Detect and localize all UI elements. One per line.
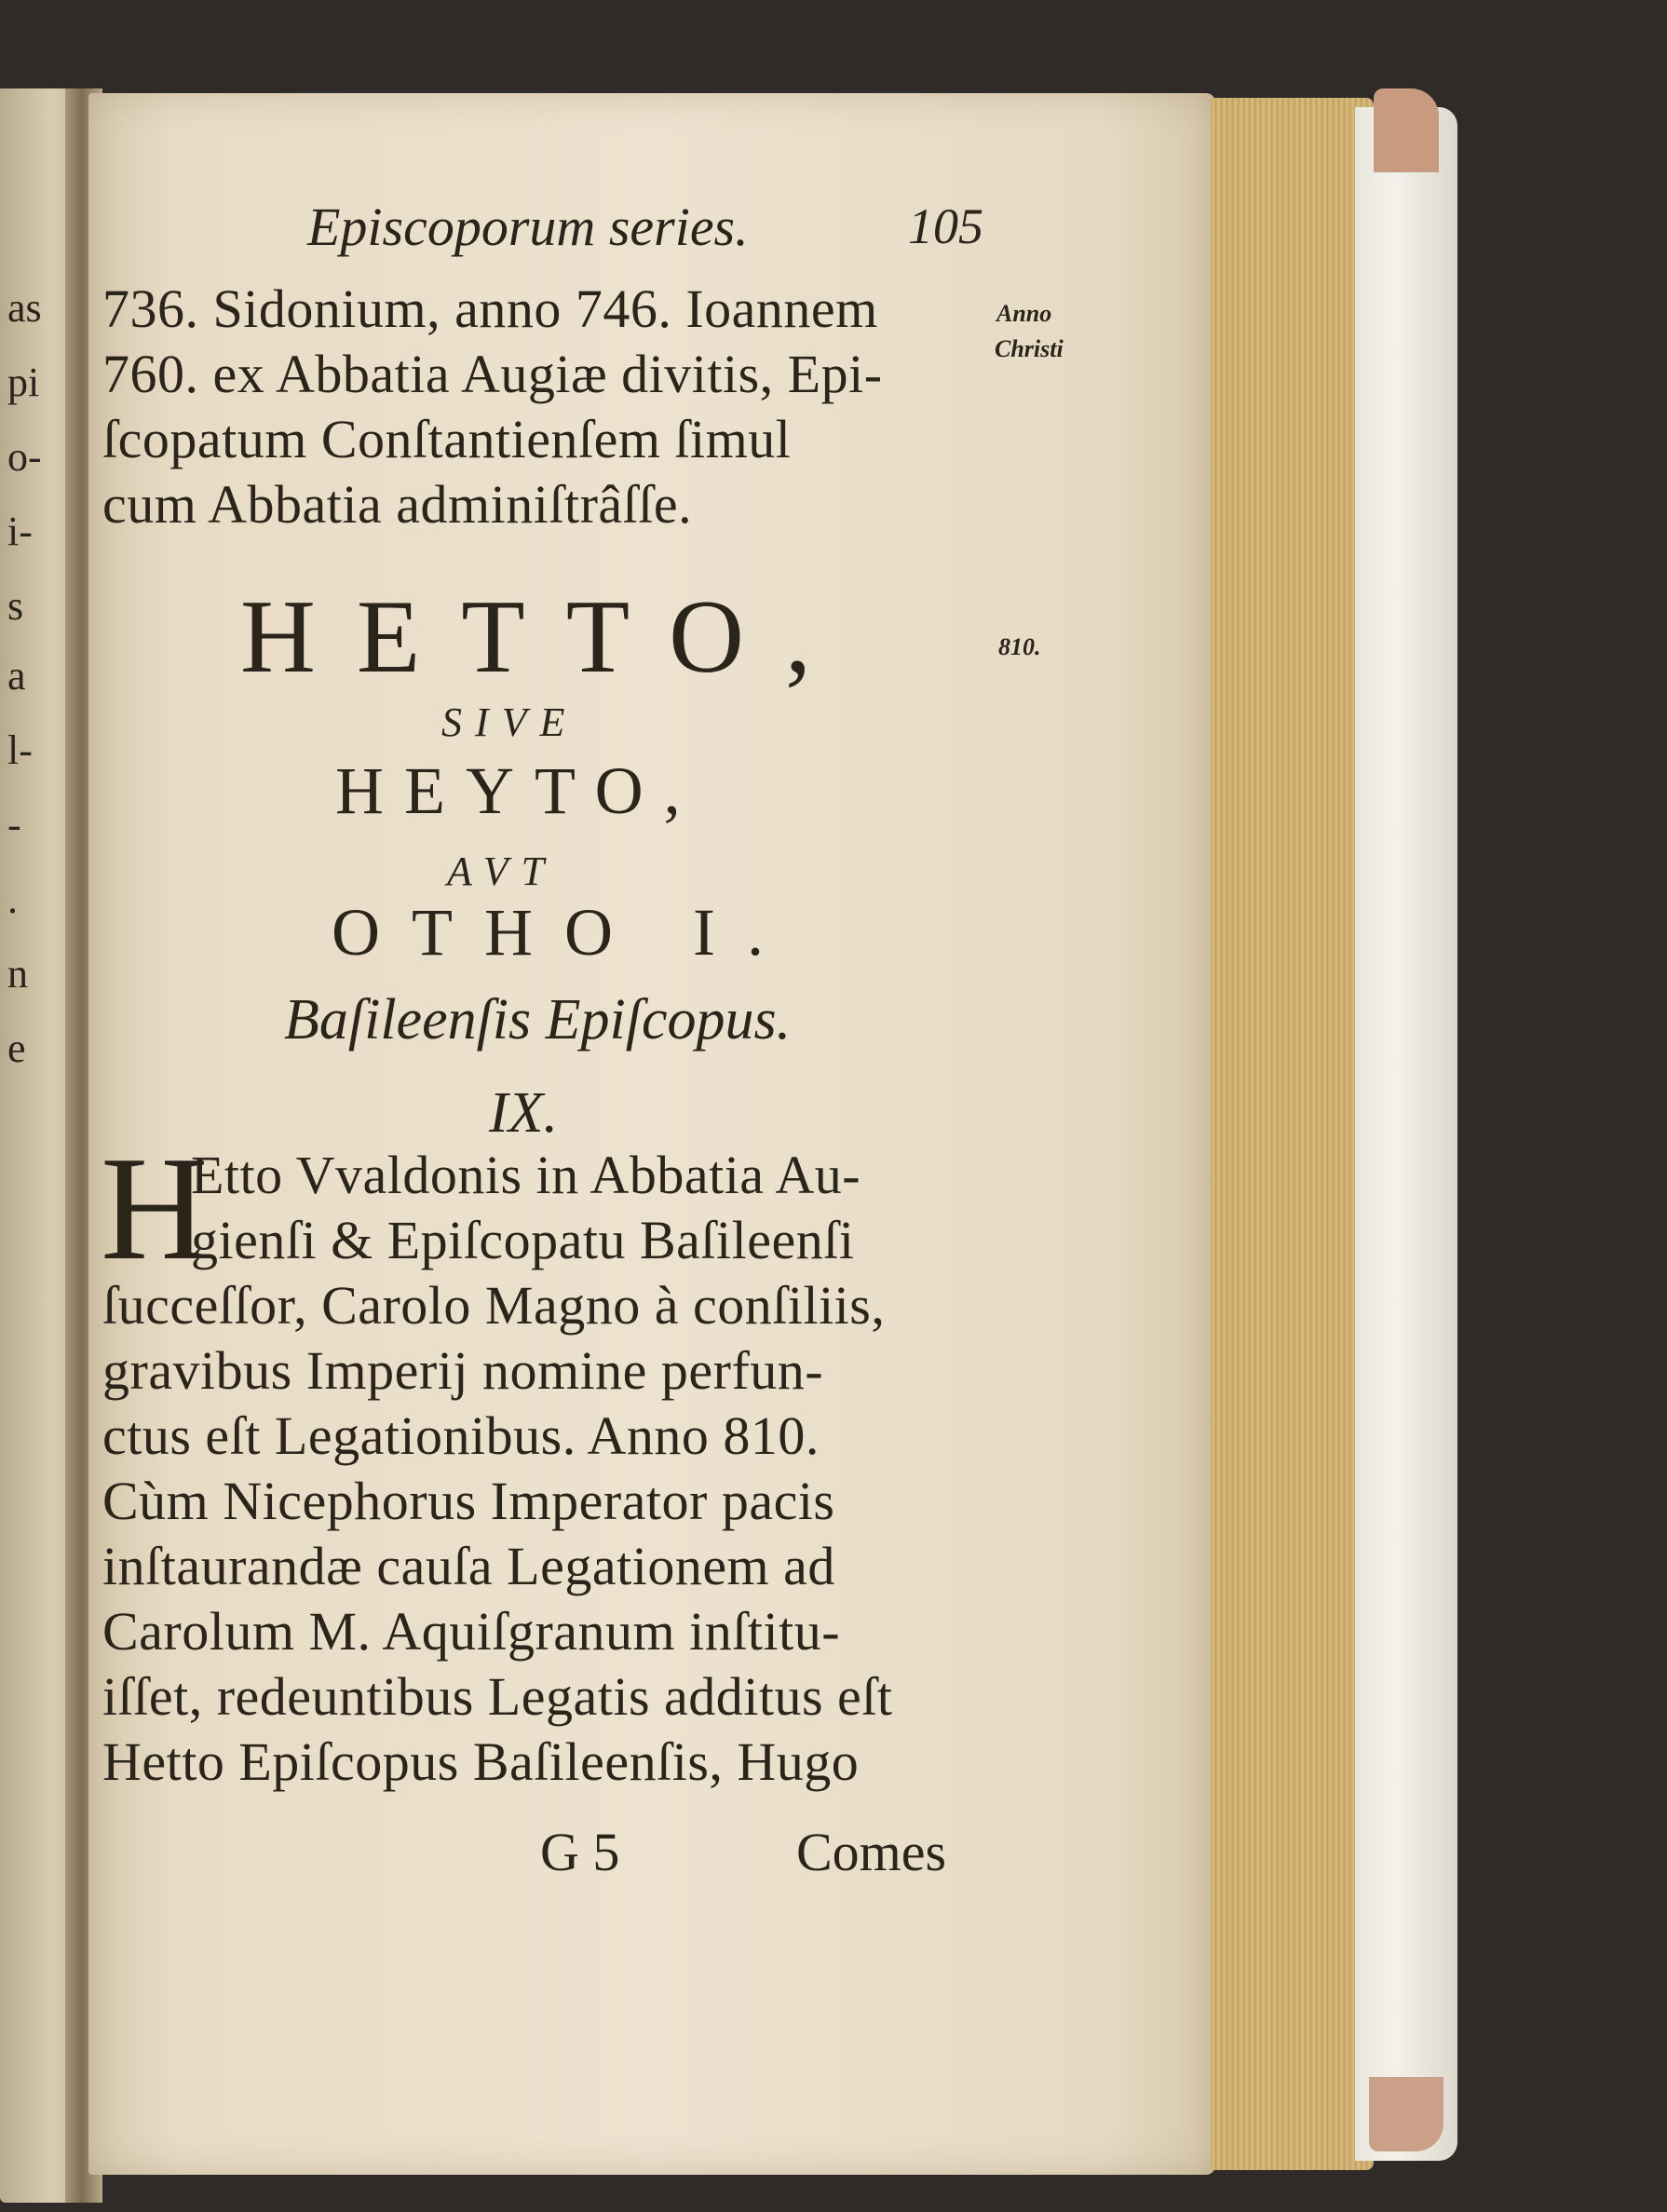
heading-name: HETTO, xyxy=(240,579,852,695)
heading-subtitle: Baſileenſis Epiſcopus. xyxy=(284,988,792,1052)
paragraph-line: ctus eſt Legationibus. Anno 810. xyxy=(102,1405,820,1466)
body-line: ſcopatum Conſtantienſem ſimul xyxy=(102,409,792,469)
body-line: cum Abbatia adminiſtrâſſe. xyxy=(102,474,693,535)
body-line: 760. ex Abbatia Augiæ divitis, Epi- xyxy=(102,344,883,404)
paragraph-line: inſtaurandæ cauſa Legationem ad xyxy=(102,1536,835,1596)
heading-sive: SIVE xyxy=(441,699,578,745)
margin-note-anno: Anno xyxy=(996,300,1052,327)
paragraph-line: gienſi & Epiſcopatu Baſileenſi xyxy=(191,1210,855,1270)
margin-note-christi: Christi xyxy=(995,335,1064,362)
paragraph-line: Cùm Nicephorus Imperator pacis xyxy=(102,1471,835,1531)
margin-note-year: 810. xyxy=(998,633,1041,660)
page-edge-block xyxy=(1211,98,1374,2170)
heading-number: IX. xyxy=(489,1081,559,1145)
drop-capital: H xyxy=(101,1125,209,1291)
left-fragment: l- xyxy=(7,727,33,773)
cover-corner-bottom xyxy=(1369,2077,1443,2151)
left-fragment: e xyxy=(7,1025,26,1071)
catchword: Comes xyxy=(796,1822,947,1882)
paragraph-line: ſucceſſor, Carolo Magno à conſiliis, xyxy=(102,1275,886,1336)
left-fragment: o- xyxy=(7,434,42,480)
left-fragment: . xyxy=(7,876,18,922)
left-fragment: pi xyxy=(7,360,40,405)
heading-aut: AVT xyxy=(447,848,558,894)
book-page xyxy=(88,93,1215,2175)
book-cover-edge xyxy=(1355,107,1457,2161)
paragraph-line: gravibus Imperij nomine perfun- xyxy=(102,1340,824,1401)
running-title: Episcoporum series. xyxy=(307,197,749,257)
paragraph-line: Carolum M. Aquiſgranum inſtitu- xyxy=(102,1601,841,1662)
heading-alt-name-2: OTHO I. xyxy=(332,895,795,970)
body-line: 736. Sidonium, anno 746. Ioannem xyxy=(102,278,878,339)
heading-alt-name: HEYTO, xyxy=(335,753,701,828)
left-fragment: a xyxy=(7,653,26,699)
left-fragment: - xyxy=(7,802,21,848)
left-fragment: n xyxy=(7,951,28,997)
paragraph-line: iſſet, redeuntibus Legatis additus eſt xyxy=(102,1666,893,1727)
paragraph-line: Hetto Epiſcopus Baſileenſis, Hugo xyxy=(102,1731,860,1792)
left-fragment: s xyxy=(7,583,24,629)
page-number: 105 xyxy=(908,198,983,254)
cover-corner-top xyxy=(1374,88,1439,172)
left-fragment: i- xyxy=(7,509,33,554)
paragraph-line: Etto Vvaldonis in Abbatia Au- xyxy=(191,1145,861,1205)
signature-mark: G 5 xyxy=(540,1822,620,1882)
left-fragment: as xyxy=(7,285,42,331)
